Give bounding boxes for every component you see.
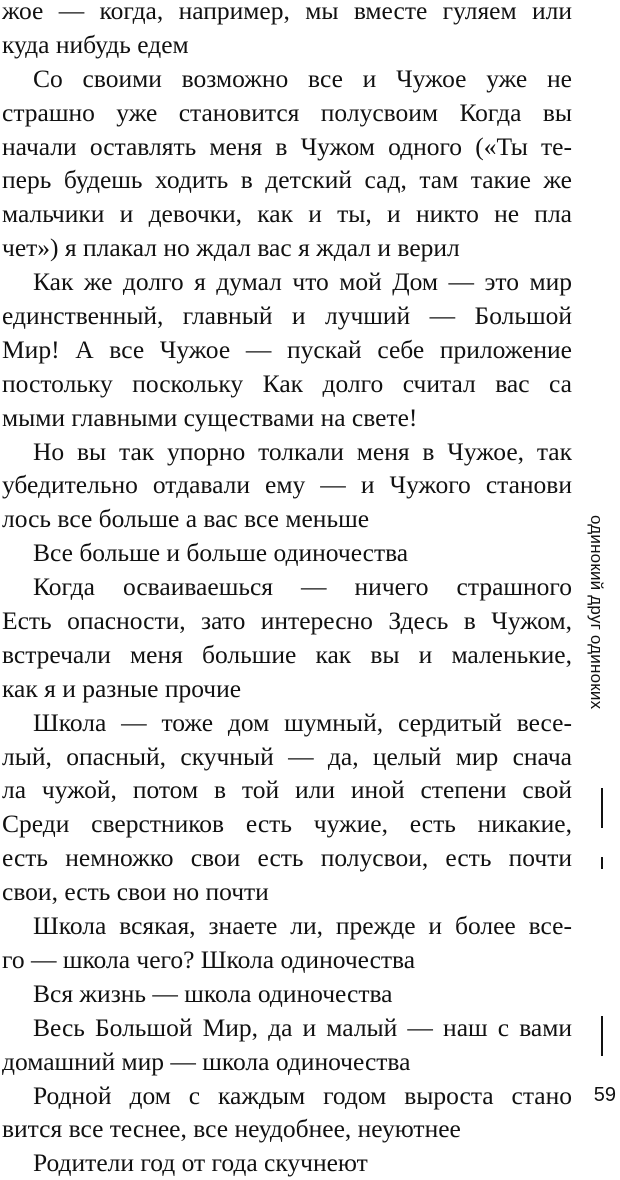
text-line: свои, есть свои но почти	[2, 877, 269, 907]
text-line: убедительно отдавали ему — и Чужого станови	[2, 470, 572, 500]
text-line: домашний мир — школа одиночества	[2, 1046, 411, 1076]
text-line: перь будешь ходить в детский сад, там такие же	[2, 165, 572, 195]
text-line: как я и разные прочие	[2, 673, 242, 703]
paragraph-first-line: Со своими возможно все и Чужое уже не	[33, 63, 572, 93]
paragraph-first-line: Школа всякая, знаете ли, прежде и более все-	[33, 911, 572, 941]
page-number: 59	[593, 1084, 616, 1106]
text-line: встречали меня большие как вы и маленькие,	[2, 639, 572, 669]
text-line: вится все теснее, все неудобнее, неуютнее	[2, 1114, 461, 1144]
text-line: ла чужой, потом в той или иной степени свой	[2, 775, 572, 805]
text-line: лый, опасный, скучный — да, целый мир снача	[2, 741, 572, 771]
text-line: мальчики и девочки, как и ты, и никто не пла	[2, 199, 572, 229]
running-head-title: одинокий друг одиноких	[587, 515, 606, 710]
paragraph-first-line: Как же долго я думал что мой Дом — это мир	[33, 267, 572, 297]
text-line: чет») я плакал но ждал вас я ждал и верил	[2, 233, 460, 263]
text-line: жое — когда, например, мы вместе гуляем или	[2, 0, 572, 25]
paragraph-first-line: Но вы так упорно толкали меня в Чужое, так	[33, 436, 572, 466]
text-line: единственный, главный и лучший — Большой	[2, 301, 572, 331]
paragraph-first-line: Все больше и больше одиночества	[33, 538, 409, 568]
margin-rule-upper	[601, 788, 603, 828]
text-line: куда нибудь едем	[2, 29, 189, 59]
paragraph-first-line: Родители год от года скучнеют	[33, 1148, 368, 1178]
running-head	[570, 515, 620, 895]
paragraph-first-line: Вся жизнь — школа одиночества	[33, 978, 393, 1008]
paragraph-first-line: Когда осваиваешься — ничего страшного	[33, 572, 572, 602]
text-line: есть немножко свои есть полусвои, есть почти	[2, 843, 572, 873]
text-line: лось все больше а вас все меньше	[2, 504, 370, 534]
text-line: постольку поскольку Как долго считал вас са	[2, 368, 572, 398]
paragraph-first-line: Весь Большой Мир, да и малый — наш с вами	[33, 1012, 572, 1042]
text-line: Есть опасности, зато интересно Здесь в Чужом,	[2, 606, 572, 636]
paragraph-first-line: Школа — тоже дом шумный, сердитый весе-	[33, 707, 572, 737]
margin-rule-lower	[601, 1016, 603, 1056]
text-line: страшно уже становится полусвоим Когда вы	[2, 97, 572, 127]
text-line: го — школа чего? Школа одиночества	[2, 944, 416, 974]
margin-rule-middle	[601, 857, 603, 869]
text-line: Мир! А все Чужое — пускай себе приложение	[2, 334, 572, 364]
text-line: мыми главными существами на свете!	[2, 402, 418, 432]
text-line: Среди сверстников есть чужие, есть никакие,	[2, 809, 572, 839]
body-text	[2, 0, 572, 1180]
paragraph-first-line: Родной дом с каждым годом выроста стано	[33, 1080, 572, 1110]
text-line: начали оставлять меня в Чужом одного («Ты те-	[2, 131, 572, 161]
